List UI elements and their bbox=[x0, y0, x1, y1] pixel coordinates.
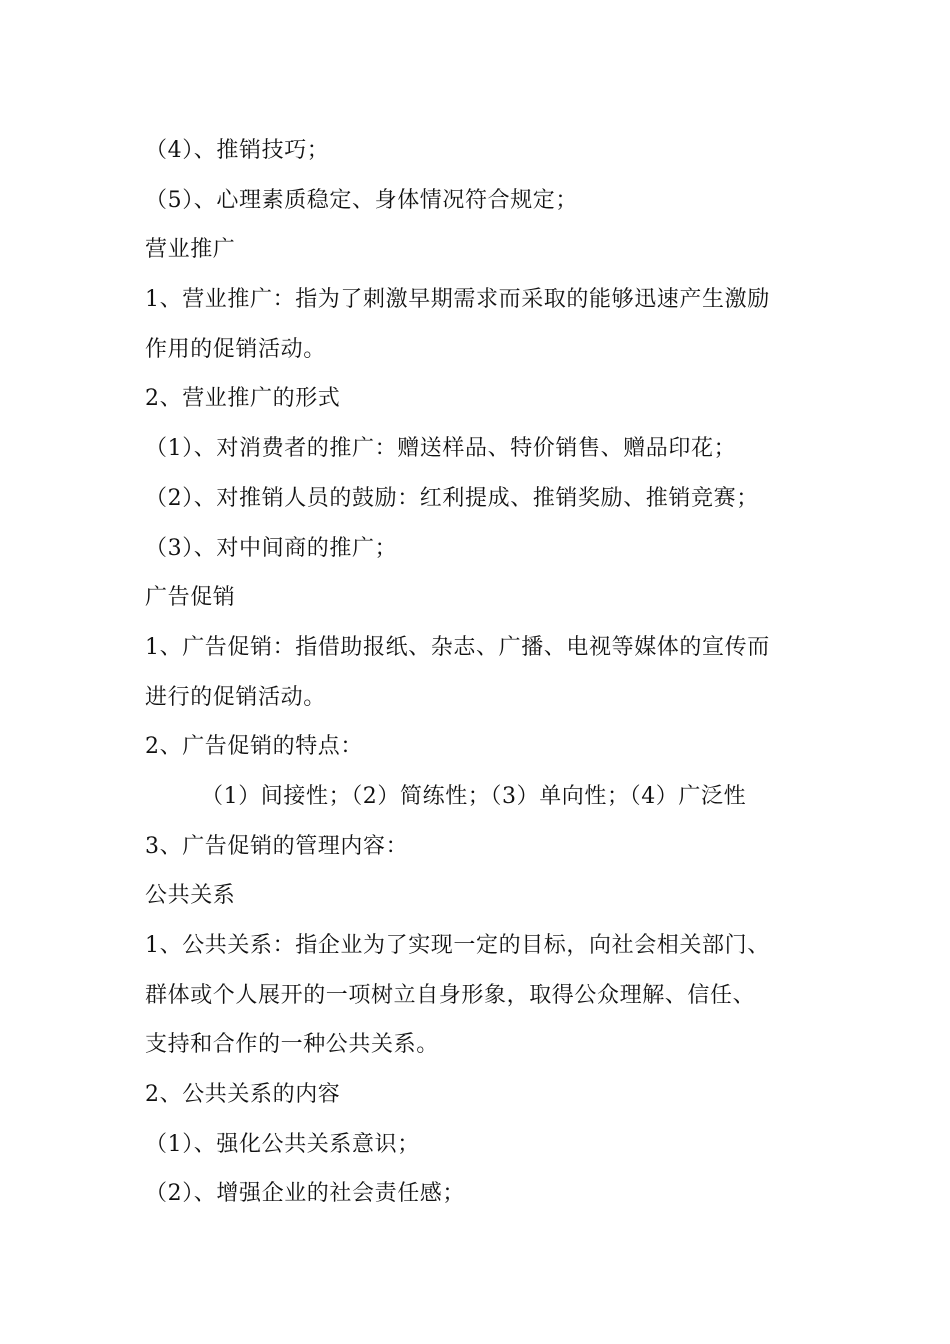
text-line: 作用的促销活动。 bbox=[145, 336, 326, 362]
text-line: 2、公共关系的内容 bbox=[145, 1082, 341, 1108]
section-heading: 营业推广 bbox=[145, 237, 236, 263]
text-line: 2、营业推广的形式 bbox=[145, 386, 341, 412]
text-line: 支持和合作的一种公共关系。 bbox=[145, 1032, 439, 1058]
document-body bbox=[145, 126, 815, 1219]
text-line: 群体或个人展开的一项树立自身形象，取得公众理解、信任、 bbox=[145, 982, 756, 1008]
text-line: （1）、对消费者的推广：赠送样品、特价销售、赠品印花； bbox=[145, 436, 737, 462]
section-heading: 公共关系 bbox=[145, 883, 236, 909]
text-line: （1）间接性；（2）简练性；（3）单向性；（4）广泛性 bbox=[201, 783, 747, 809]
text-line: （3）、对中间商的推广； bbox=[145, 535, 398, 561]
text-line: （2）、增强企业的社会责任感； bbox=[145, 1181, 465, 1207]
text-line: 进行的促销活动。 bbox=[145, 684, 326, 710]
text-line: 3、广告促销的管理内容： bbox=[145, 833, 409, 859]
text-line: 1、营业推广：指为了刺激早期需求而采取的能够迅速产生激励 bbox=[145, 287, 770, 313]
text-line: （1）、强化公共关系意识； bbox=[145, 1131, 420, 1157]
text-line: （4）、推销技巧； bbox=[145, 138, 330, 163]
text-line: （2）、对推销人员的鼓励：红利提成、推销奖励、推销竞赛； bbox=[145, 485, 759, 511]
text-line: 2、广告促销的特点： bbox=[145, 734, 363, 760]
text-line: 1、公共关系：指企业为了实现一定的目标，向社会相关部门、 bbox=[145, 933, 770, 958]
text-line: 1、广告促销：指借助报纸、杂志、广播、电视等媒体的宣传而 bbox=[145, 634, 770, 660]
section-heading: 广告促销 bbox=[145, 585, 236, 611]
text-line: （5）、心理素质稳定、身体情况符合规定； bbox=[145, 187, 578, 213]
